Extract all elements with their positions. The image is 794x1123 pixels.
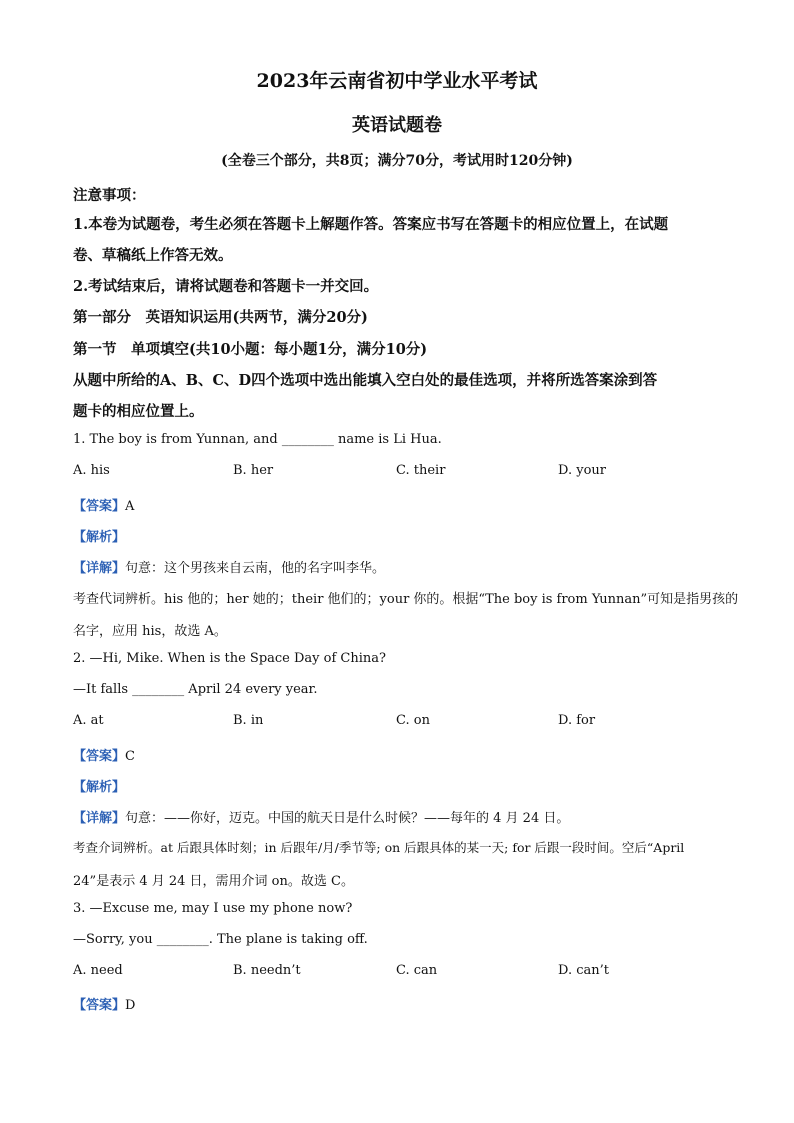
instructions-line-1: 从题中所给的A、B、C、D四个选项中选出能填入空白处的最佳选项，并将所选答案涂到答 — [73, 372, 658, 389]
note-2: 2.考试结束后，请将试题卷和答题卡一并交回。 — [73, 278, 379, 295]
notes-heading: 注意事项： — [73, 187, 146, 204]
q2-answer-value: C — [125, 749, 135, 764]
answer-label: 【答案】 — [73, 749, 126, 764]
q3-answer-value: D — [125, 998, 136, 1013]
q2-detail — [73, 807, 569, 826]
exam-meta: (全卷三个部分，共8页；满分70分，考试用时120分钟) — [221, 153, 573, 169]
q1-option-d: D. your — [558, 463, 606, 478]
q1-answer — [73, 495, 134, 514]
q1-stem: 1. The boy is from Yunnan, and ________ name is Li Hua. — [73, 432, 442, 447]
instructions-line-2: 题卡的相应位置上。 — [73, 403, 204, 420]
exam-subtitle: 英语试题卷 — [352, 115, 442, 136]
detail-label: 【详解】 — [73, 811, 126, 826]
q1-explanation-line-2: 名字，应用 his，故选 A。 — [73, 624, 227, 639]
note-1-line-2: 卷、草稿纸上作答无效。 — [73, 247, 233, 264]
q3-option-c: C. can — [396, 963, 438, 978]
q2-option-a: A. at — [73, 713, 104, 728]
q3-option-d: D. can’t — [558, 963, 609, 978]
q2-explanation-line-1: 考查介词辨析。at 后跟具体时刻；in 后跟年/月/季节等; on 后跟具体的某一天; for 后跟一段时间。空后“April — [73, 840, 685, 855]
analysis-label: 【解析】 — [73, 530, 126, 545]
q1-detail — [73, 557, 385, 576]
q1-answer-value: A — [125, 499, 135, 514]
q3-stem-line-2: —Sorry, you ________. The plane is taking off. — [73, 932, 368, 947]
q2-option-c: C. on — [396, 713, 430, 728]
q3-option-a: A. need — [73, 963, 123, 978]
q2-stem-line-1: 2. —Hi, Mike. When is the Space Day of China? — [73, 651, 386, 666]
exam-title: 2023年云南省初中学业水平考试 — [256, 70, 538, 92]
q2-stem-line-2: —It falls ________ April 24 every year. — [73, 682, 318, 697]
answer-label: 【答案】 — [73, 499, 126, 514]
section-1-heading: 第一节 单项填空(共10小题：每小题1分，满分10分) — [73, 341, 428, 358]
q2-explanation-line-2: 24”是表示 4 月 24 日，需用介词 on。故选 C。 — [73, 874, 354, 889]
q1-option-c: C. their — [396, 463, 446, 478]
q2-analysis — [73, 776, 125, 795]
answer-label: 【答案】 — [73, 998, 126, 1013]
q1-detail-text: 句意：这个男孩来自云南，他的名字叫李华。 — [125, 561, 386, 576]
note-1-line-1: 1.本卷为试题卷，考生必须在答题卡上解题作答。答案应书写在答题卡的相应位置上，在试题 — [73, 216, 669, 233]
part-1-heading: 第一部分 英语知识运用(共两节，满分20分) — [73, 309, 368, 326]
detail-label: 【详解】 — [73, 561, 126, 576]
q2-option-b: B. in — [233, 713, 264, 728]
q2-answer — [73, 745, 135, 764]
q3-answer — [73, 994, 135, 1013]
q1-option-a: A. his — [73, 463, 110, 478]
analysis-label: 【解析】 — [73, 780, 126, 795]
q3-option-b: B. needn’t — [233, 963, 301, 978]
q1-explanation-line-1: 考查代词辨析。his 他的；her 她的；their 他们的；your 你的。根据“The boy is from Yunnan”可知是指男孩的 — [73, 592, 739, 607]
q1-option-b: B. her — [233, 463, 274, 478]
q1-analysis — [73, 526, 125, 545]
q2-detail-text: 句意：——你好，迈克。中国的航天日是什么时候？——每年的 4 月 24 日。 — [125, 811, 570, 826]
q3-stem-line-1: 3. —Excuse me, may I use my phone now? — [73, 901, 353, 916]
q2-option-d: D. for — [558, 713, 596, 728]
